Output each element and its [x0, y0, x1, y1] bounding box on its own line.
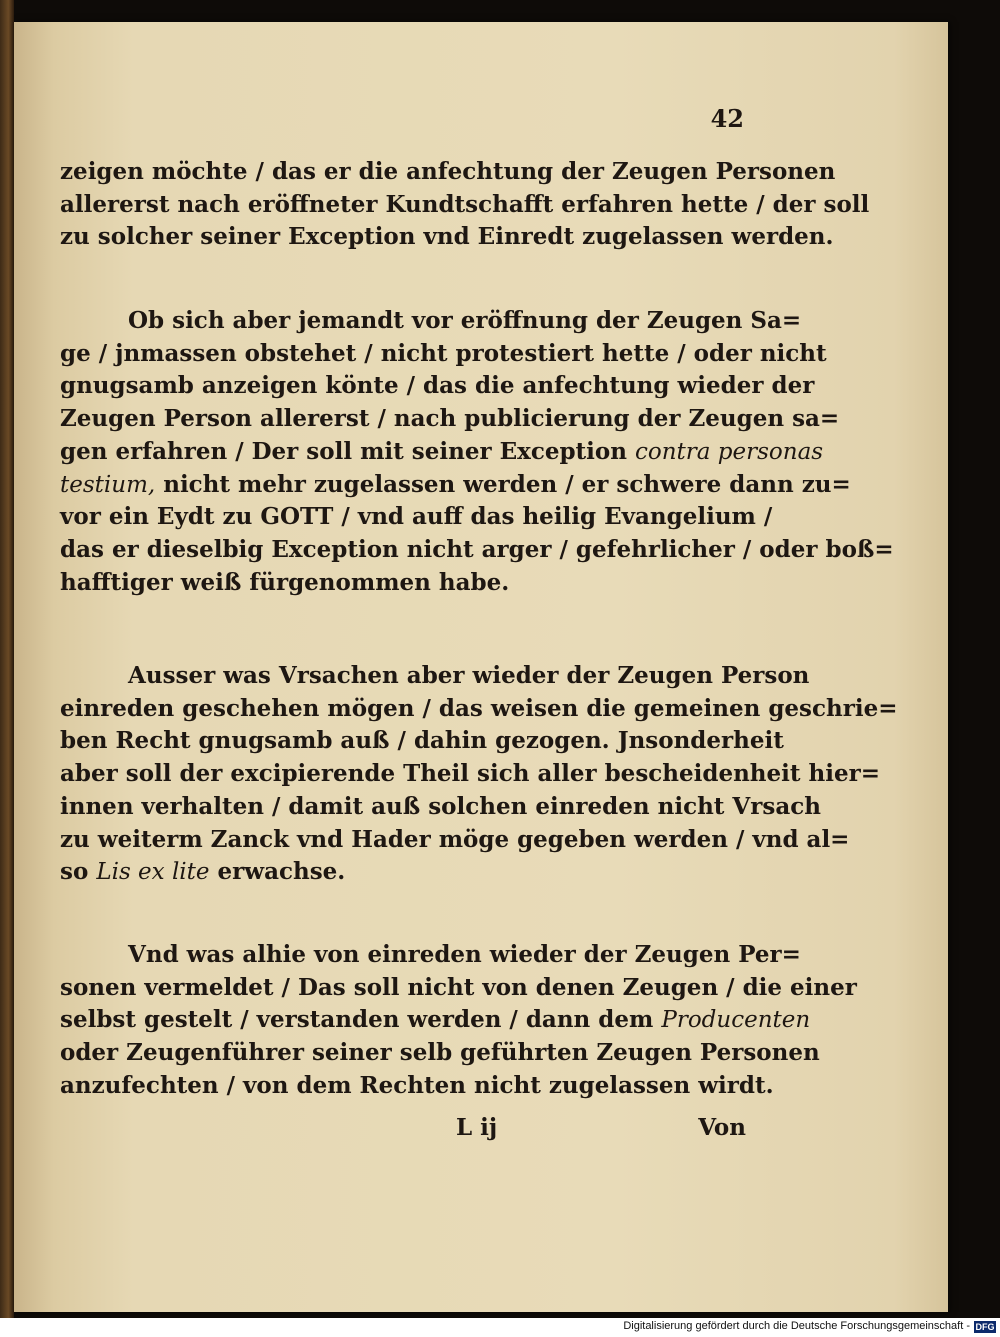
- text-line: aber soll der excipierende Theil sich aller bescheidenheit hier=: [60, 760, 881, 788]
- book-edge: [0, 0, 14, 1318]
- signature-mark: L ij: [456, 1114, 498, 1141]
- catchword: Von: [698, 1114, 746, 1141]
- footer-credit: Digitalisierung gefördert durch die Deutsche Forschungsgemeinschaft -: [623, 1320, 970, 1332]
- page-number: 42: [710, 104, 744, 133]
- text-line: einreden geschehen mögen / das weisen die gemeinen geschrie=: [60, 694, 898, 722]
- text-line: anzufechten / von dem Rechten nicht zugelassen wirdt.: [60, 1071, 774, 1099]
- text-line: sonen vermeldet / Das soll nicht von denen Zeugen / die einer: [60, 973, 857, 1001]
- text-segment: gen erfahren / Der soll mit seiner Exception: [60, 437, 627, 465]
- text-line: zu weiterm Zanck vnd Hader möge gegeben werden / vnd al=: [60, 825, 850, 853]
- text-line: das er dieselbig Exception nicht arger / gefehrlicher / oder boß=: [60, 535, 894, 563]
- paragraph-2: [60, 305, 894, 599]
- paragraph-3: [60, 660, 898, 889]
- latin-phrase: contra personas: [635, 438, 824, 465]
- text-line: vor ein Eydt zu GOTT / vnd auff das heilig Evangelium /: [60, 503, 773, 531]
- text-line: [60, 856, 750, 889]
- text-segment: erwachse.: [217, 858, 346, 886]
- text-line: Zeugen Person allererst / nach publicierung der Zeugen sa=: [60, 405, 840, 433]
- text-line: gnugsamb anzeigen könte / das die anfechtung wieder der: [60, 372, 815, 400]
- dfg-logo: DFG: [975, 1322, 995, 1332]
- text-line: hafftiger weiß fürgenommen habe.: [60, 568, 510, 596]
- text-line: ge / jnmassen obstehet / nicht protestiert hette / oder nicht: [60, 339, 827, 367]
- text-segment: selbst gestelt / verstanden werden / dann dem: [60, 1006, 654, 1034]
- paragraph-4: [60, 939, 857, 1103]
- text-line: Ausser was Vrsachen aber wieder der Zeugen Person: [128, 662, 810, 689]
- text-line: zeigen möchte / das er die anfechtung der Zeugen Personen: [60, 158, 836, 185]
- book-page: [14, 22, 948, 1312]
- latin-phrase: Producenten: [661, 1007, 811, 1034]
- text-line: ben Recht gnugsamb auß / dahin gezogen. Jnsonderheit: [60, 727, 784, 755]
- text-line: [60, 1004, 811, 1037]
- text-line: oder Zeugenführer seiner selb geführten Zeugen Personen: [60, 1039, 820, 1067]
- text-segment: nicht mehr zugelassen werden / er schwere dann zu=: [163, 470, 851, 498]
- paragraph-1: [60, 156, 870, 254]
- text-line: Ob sich aber jemandt vor eröffnung der Zeugen Sa=: [128, 307, 802, 334]
- text-line: [60, 436, 824, 469]
- footer-bar: [0, 1318, 1000, 1337]
- text-line: Vnd was alhie von einreden wieder der Zeugen Per=: [128, 941, 801, 968]
- latin-phrase: testium,: [60, 471, 156, 498]
- text-line: innen verhalten / damit auß solchen einreden nicht Vrsach: [60, 792, 821, 820]
- text-line: [60, 469, 851, 502]
- text-line: allererst nach eröffneter Kundtschafft erfahren hette / der soll: [60, 190, 870, 218]
- text-segment: so: [60, 858, 89, 886]
- text-line: zu solcher seiner Exception vnd Einredt zugelassen werden.: [60, 223, 834, 251]
- latin-phrase: Lis ex lite: [96, 859, 210, 886]
